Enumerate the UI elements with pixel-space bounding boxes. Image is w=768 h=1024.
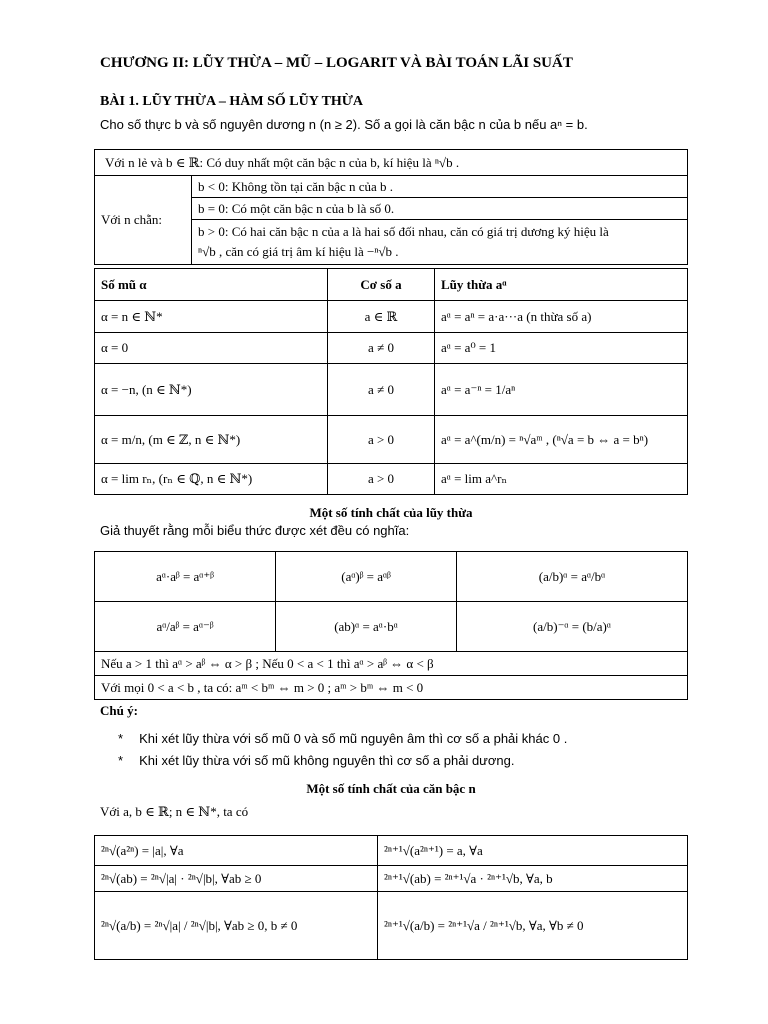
property-comparison-base: Nếu a > 1 thì aᵅ > aᵝ ⇔ α > β ; Nếu 0 < a < 1 thì aᵅ > aᵝ ⇔ α < β — [95, 652, 688, 676]
table-cell: α = lim rₙ, (rₙ ∈ ℚ, n ∈ ℕ*) — [95, 464, 328, 495]
root-prop-even-product: ²ⁿ√(ab) = ²ⁿ√|a| · ²ⁿ√|b|, ∀ab ≥ 0 — [95, 866, 378, 892]
properties-assumption: Giả thuyết rằng mỗi biểu thức được xét đều có nghĩa: — [100, 523, 410, 538]
root-prop-odd-power: ²ⁿ⁺¹√(a²ⁿ⁺¹) = a, ∀a — [378, 836, 688, 866]
root-properties-table — [94, 835, 688, 960]
table-cell: a ∈ ℝ — [328, 301, 435, 333]
even-case-positive-line2: ⁿ√b , căn có giá trị âm kí hiệu là −ⁿ√b . — [198, 244, 399, 259]
table-cell: α = m/n, (m ∈ ℤ, n ∈ ℕ*) — [95, 416, 328, 464]
table-cell: aᵅ = a⁰ = 1 — [435, 333, 688, 364]
table-cell: a > 0 — [328, 464, 435, 495]
table-cell: aᵅ = a^(m/n) = ⁿ√aᵐ , (ⁿ√a = b ⇔ a = bⁿ) — [435, 416, 688, 464]
property-product-power: (ab)ᵅ = aᵅ·bᵅ — [276, 602, 457, 652]
table-cell: aᵅ = lim a^rₙ — [435, 464, 688, 495]
chapter-title: CHƯƠNG II: LŨY THỪA – MŨ – LOGARIT VÀ BÀI TOÁN LÃI SUẤT — [100, 55, 573, 71]
property-negative-exponent: (a/b)⁻ᵅ = (b/a)ᵅ — [457, 602, 688, 652]
lesson-title: BÀI 1. LŨY THỪA – HÀM SỐ LŨY THỪA — [100, 94, 364, 109]
property-product: aᵅ·aᵝ = aᵅ⁺ᵝ — [95, 552, 276, 602]
root-props-heading: Một số tính chất của căn bậc n — [306, 781, 476, 796]
even-label: Với n chẵn: — [95, 176, 192, 265]
power-table — [94, 268, 688, 495]
table-cell: a > 0 — [328, 416, 435, 464]
property-division: aᵅ/aᵝ = aᵅ⁻ᵝ — [95, 602, 276, 652]
property-quotient-power: (a/b)ᵅ = aᵅ/bᵅ — [457, 552, 688, 602]
properties-table — [94, 551, 688, 700]
note-heading: Chú ý: — [100, 703, 138, 718]
table-cell: a ≠ 0 — [328, 364, 435, 416]
header-base: Cơ số a — [328, 269, 435, 301]
header-power: Lũy thừa aᵅ — [435, 269, 688, 301]
root-prop-odd-product: ²ⁿ⁺¹√(ab) = ²ⁿ⁺¹√a · ²ⁿ⁺¹√b, ∀a, b — [378, 866, 688, 892]
even-case-zero: b = 0: Có một căn bậc n của b là số 0. — [192, 198, 688, 220]
note-text: Khi xét lũy thừa với số mũ 0 và số mũ nguyên âm thì cơ số a phải khác 0 . — [139, 731, 568, 746]
table-cell: aᵅ = aⁿ = a·a···a (n thừa số a) — [435, 301, 688, 333]
root-prop-even-quotient: ²ⁿ√(a/b) = ²ⁿ√|a| / ²ⁿ√|b|, ∀ab ≥ 0, b ≠ 0 — [95, 892, 378, 960]
table-cell: aᵅ = a⁻ⁿ = 1/aⁿ — [435, 364, 688, 416]
odd-root-row: Với n lẻ và b ∈ ℝ: Có duy nhất một căn bậc n của b, kí hiệu là ⁿ√b . — [95, 150, 688, 176]
even-case-negative: b < 0: Không tồn tại căn bậc n của b . — [192, 176, 688, 198]
intro-text: Cho số thực b và số nguyên dương n (n ≥ 2). Số a gọi là căn bậc n của b nếu aⁿ = b. — [100, 117, 588, 132]
table-cell: a ≠ 0 — [328, 333, 435, 364]
note-item: * Khi xét lũy thừa với số mũ 0 và số mũ nguyên âm thì cơ số a phải khác 0 . — [118, 731, 568, 746]
root-prop-odd-quotient: ²ⁿ⁺¹√(a/b) = ²ⁿ⁺¹√a / ²ⁿ⁺¹√b, ∀a, ∀b ≠ 0 — [378, 892, 688, 960]
table-cell: α = 0 — [95, 333, 328, 364]
even-case-positive-line1: b > 0: Có hai căn bậc n của a là hai số đối nhau, căn có giá trị dương ký hiệu là — [198, 224, 609, 239]
note-item: * Khi xét lũy thừa với số mũ không nguyên thì cơ số a phải dương. — [118, 753, 515, 768]
table-cell: α = n ∈ ℕ* — [95, 301, 328, 333]
even-case-positive — [192, 220, 688, 265]
properties-heading: Một số tính chất của lũy thừa — [309, 505, 473, 520]
root-prop-even-power: ²ⁿ√(a²ⁿ) = |a|, ∀a — [95, 836, 378, 866]
table-cell: α = −n, (n ∈ ℕ*) — [95, 364, 328, 416]
property-comparison-exponent: Với mọi 0 < a < b , ta có: aᵐ < bᵐ ⇔ m > 0 ; aᵐ > bᵐ ⇔ m < 0 — [95, 676, 688, 700]
root-definition-table — [94, 149, 688, 265]
root-props-intro: Với a, b ∈ ℝ; n ∈ ℕ*, ta có — [100, 804, 249, 819]
property-power-of-power: (aᵅ)ᵝ = aᵅᵝ — [276, 552, 457, 602]
header-exponent: Số mũ α — [95, 269, 328, 301]
note-text: Khi xét lũy thừa với số mũ không nguyên thì cơ số a phải dương. — [139, 753, 515, 768]
